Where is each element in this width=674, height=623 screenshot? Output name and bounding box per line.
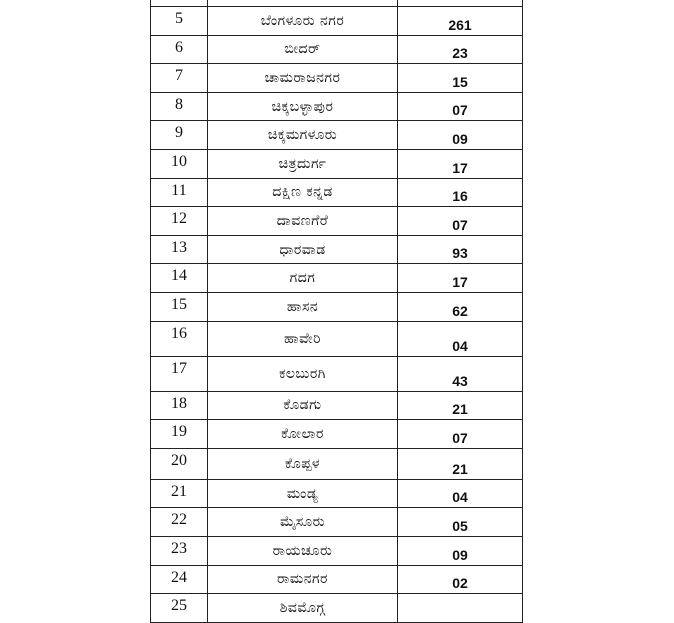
serial-number-cell: 12: [151, 207, 208, 236]
table-row: [151, 264, 523, 293]
count-cell: 21: [398, 448, 523, 479]
serial-number-cell: 7: [151, 64, 208, 93]
district-name-cell: ಚಿಕ್ಕಮಗಳೂರು: [208, 121, 398, 150]
serial-number-cell: 6: [151, 35, 208, 64]
table-row: [151, 178, 523, 207]
serial-number-cell: 25: [151, 594, 208, 623]
serial-number-cell: 9: [151, 121, 208, 150]
table-row: [151, 479, 523, 508]
count-cell: 05: [398, 508, 523, 537]
count-cell: 07: [398, 207, 523, 236]
district-name-cell: ಬೆಂಗಳೂರು ನಗರ: [208, 7, 398, 36]
serial-number-cell: 23: [151, 536, 208, 565]
serial-number-cell: 22: [151, 508, 208, 537]
table-row: [151, 536, 523, 565]
table-row: [151, 64, 523, 93]
district-name-cell: ಮೈಸೂರು: [208, 508, 398, 537]
table-row: [151, 149, 523, 178]
serial-number-cell: 18: [151, 391, 208, 420]
count-cell: 04: [398, 479, 523, 508]
district-name-cell: ಕೋಲಾರ: [208, 420, 398, 449]
district-name-cell: ಶಿವಮೊಗ್ಗ: [208, 594, 398, 623]
district-name-cell: ಹಾವೇರಿ: [208, 321, 398, 356]
district-name-cell: ದಕ್ಷಿಣ ಕನ್ನಡ: [208, 178, 398, 207]
table-row: [151, 356, 523, 391]
count-cell: 21: [398, 391, 523, 420]
serial-number-cell: 17: [151, 356, 208, 391]
count-cell: 15: [398, 64, 523, 93]
serial-number-cell: 21: [151, 479, 208, 508]
table-row: [151, 420, 523, 449]
count-cell: 17: [398, 264, 523, 293]
serial-number-cell: 11: [151, 178, 208, 207]
table-row: [151, 594, 523, 623]
serial-number-cell: 10: [151, 149, 208, 178]
count-cell: 93: [398, 235, 523, 264]
serial-number-cell: 24: [151, 565, 208, 594]
table-row: [151, 448, 523, 479]
district-table: [150, 0, 523, 623]
count-cell: [398, 594, 523, 623]
table-row: [151, 235, 523, 264]
table-row: [151, 321, 523, 356]
serial-number-cell: 14: [151, 264, 208, 293]
district-table-body: [151, 0, 523, 622]
table-row: [151, 292, 523, 321]
count-cell: 02: [398, 565, 523, 594]
serial-number-cell: 16: [151, 321, 208, 356]
table-row: [151, 508, 523, 537]
count-cell: 16: [398, 178, 523, 207]
count-cell: 04: [398, 321, 523, 356]
district-name-cell: ಚಿತ್ರದುರ್ಗ: [208, 149, 398, 178]
district-name-cell: ಬೀದರ್: [208, 35, 398, 64]
serial-number-cell: 8: [151, 92, 208, 121]
table-row: [151, 7, 523, 36]
table-row: [151, 391, 523, 420]
district-name-cell: ಚಿಕ್ಕಬಳ್ಳಾಪುರ: [208, 92, 398, 121]
district-name-cell: ಚಾಮರಾಜನಗರ: [208, 64, 398, 93]
count-cell: 09: [398, 536, 523, 565]
count-cell: 62: [398, 292, 523, 321]
table-row: [151, 92, 523, 121]
serial-number-cell: 15: [151, 292, 208, 321]
serial-number-cell: 13: [151, 235, 208, 264]
serial-number-cell: 5: [151, 7, 208, 36]
district-name-cell: ಧಾರವಾಡ: [208, 235, 398, 264]
count-cell: 07: [398, 420, 523, 449]
count-cell: 43: [398, 356, 523, 391]
district-name-cell: ಮಂಡ್ಯ: [208, 479, 398, 508]
district-name-cell: ದಾವಣಗೆರೆ: [208, 207, 398, 236]
district-name-cell: ಕೊಪ್ಪಳ: [208, 448, 398, 479]
district-name-cell: ಕೊಡಗು: [208, 391, 398, 420]
table-row: [151, 565, 523, 594]
count-cell: 17: [398, 149, 523, 178]
district-name-cell: ಗದಗ: [208, 264, 398, 293]
serial-number-cell: 20: [151, 448, 208, 479]
table-row: [151, 121, 523, 150]
count-cell: 09: [398, 121, 523, 150]
district-name-cell: ಹಾಸನ: [208, 292, 398, 321]
serial-number-cell: 19: [151, 420, 208, 449]
count-cell: 07: [398, 92, 523, 121]
district-name-cell: ರಾಯಚೂರು: [208, 536, 398, 565]
table-row: [151, 207, 523, 236]
district-name-cell: ಕಲಬುರಗಿ: [208, 356, 398, 391]
district-name-cell: ರಾಮನಗರ: [208, 565, 398, 594]
count-cell: 23: [398, 35, 523, 64]
count-cell: 261: [398, 7, 523, 36]
table-row: [151, 35, 523, 64]
